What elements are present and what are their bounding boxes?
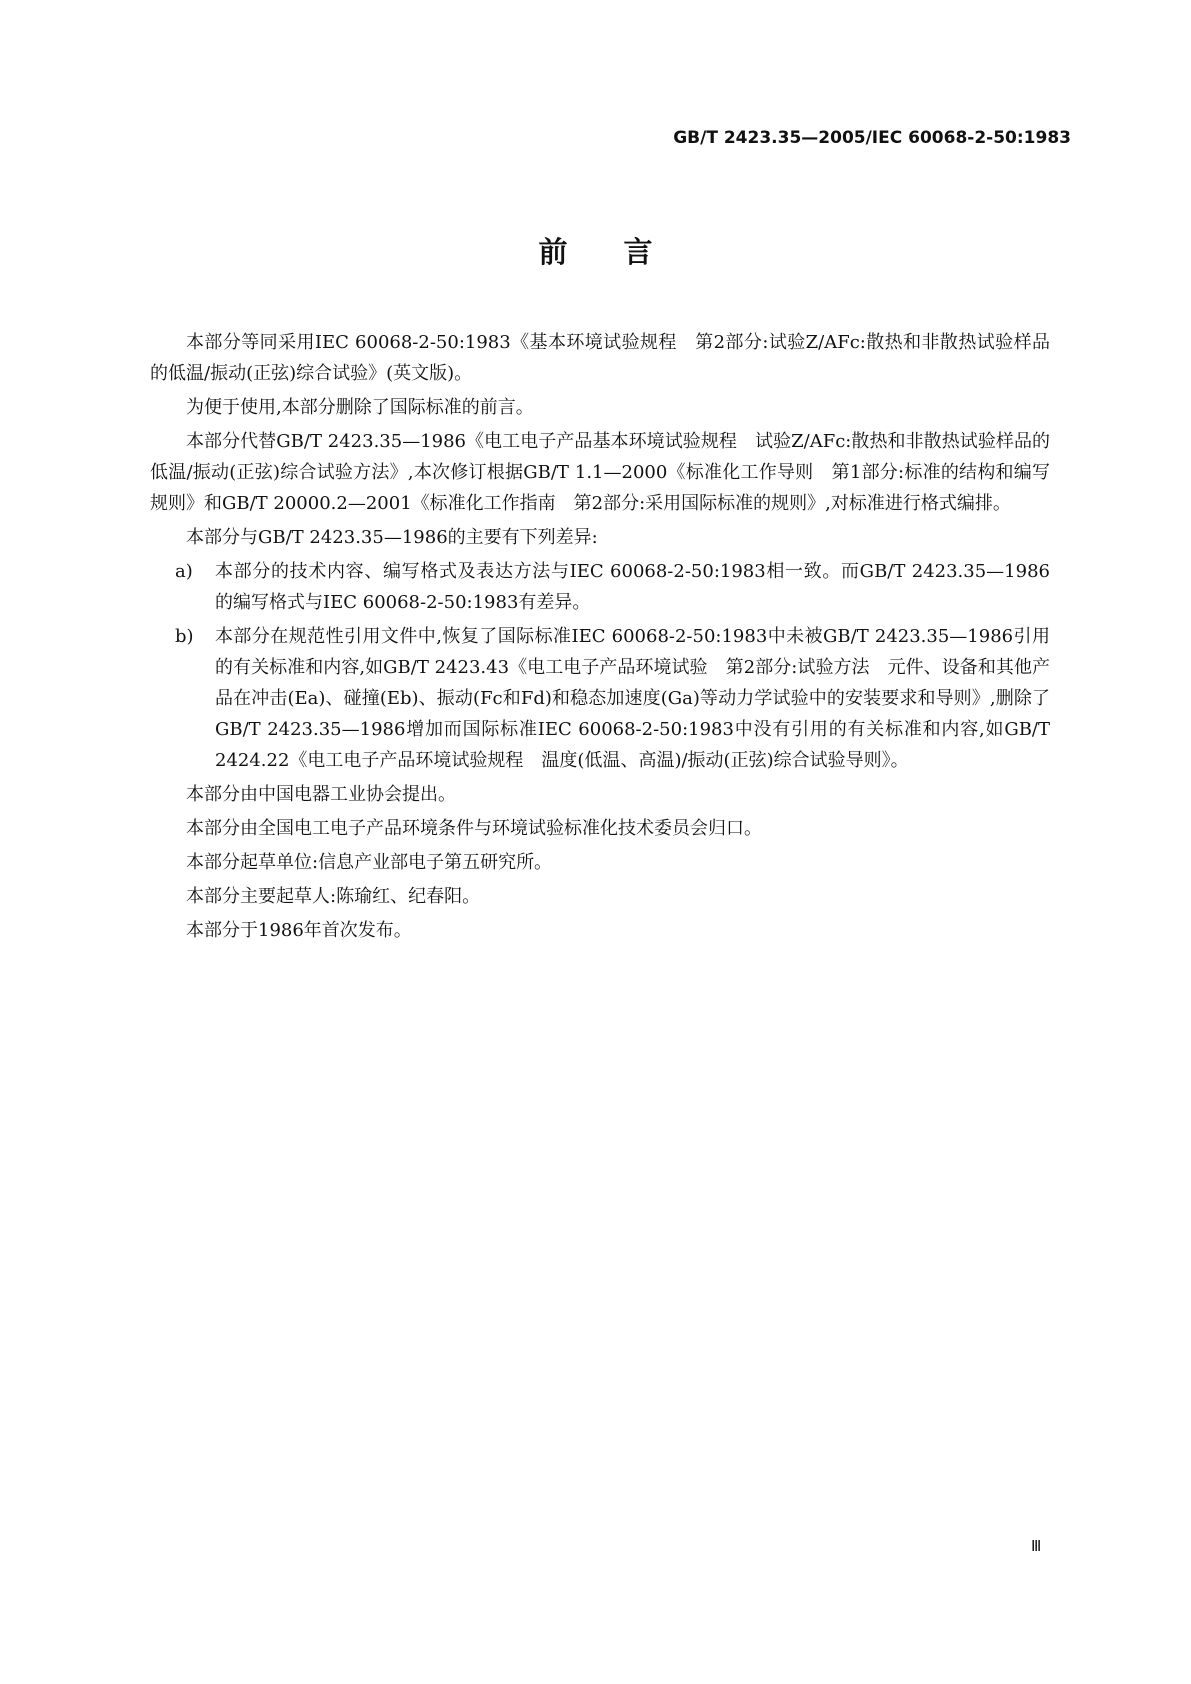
paragraph-drafting-unit: 本部分起草单位:信息产业部电子第五研究所。 <box>186 852 553 873</box>
list-item-text: 本部分的技术内容、编写格式及表达方法与IEC 60068-2-50:1983相一致。而GB/T 2423.35—1986的编写格式与IEC 60068-2-50:1983有差异。 <box>215 561 1050 613</box>
paragraph-centralized-by: 本部分由全国电工电子产品环境条件与环境试验标准化技术委员会归口。 <box>186 818 762 839</box>
paragraph-adoption: 本部分等同采用IEC 60068-2-50:1983《基本环境试验规程 第2部分:试验Z/AFc:散热和非散热试验样品的低温/振动(正弦)综合试验》(英文版)。 <box>150 332 1050 384</box>
list-item-text: 本部分在规范性引用文件中,恢复了国际标准IEC 60068-2-50:1983中未被GB/T 2423.35—1986引用的有关标准和内容,如GB/T 2423.43《电工电子产品环境试验 第2部分:试验方法 元件、设备和其他产品在冲击(Ea)、碰撞(Eb)、振动(Fc和Fd)和稳态加速度(Ga)等动力学试验中的安装要求和导则》,删除了GB/T 2423.35—1986增加而国际标准IEC 60068-2-50:1983中没有引用的有关标准和内容,如GB/T 2424.22《电工电子产品环境试验规程 温度(低温、高温)/振动(正弦)综合试验导则》。 <box>215 626 1050 771</box>
page-number: Ⅲ <box>1031 1537 1042 1555</box>
list-marker: b) <box>175 626 194 647</box>
paragraph-foreword-removed: 为便于使用,本部分删除了国际标准的前言。 <box>186 397 534 418</box>
list-item-b <box>150 621 1050 776</box>
paragraph-replacement: 本部分代替GB/T 2423.35—1986《电工电子产品基本环境试验规程 试验Z/AFc:散热和非散热试验样品的低温/振动(正弦)综合试验方法》,本次修订根据GB/T 1.1—2000《标准化工作导则 第1部分:标准的结构和编写规则》和GB/T 20000.2—2001《标准化工作指南 第2部分:采用国际标准的规则》,对标准进行格式编排。 <box>150 431 1050 514</box>
paragraph-drafters: 本部分主要起草人:陈瑜红、纪春阳。 <box>186 886 481 907</box>
list-marker: a) <box>175 561 193 582</box>
paragraph-proposed-by: 本部分由中国电器工业协会提出。 <box>186 784 456 805</box>
list-item-a <box>150 556 1050 618</box>
paragraph-first-release: 本部分于1986年首次发布。 <box>186 920 412 941</box>
standard-number-header: GB/T 2423.35—2005/IEC 60068-2-50:1983 <box>673 128 1071 148</box>
page-title: 前言 <box>538 235 709 269</box>
paragraph-differences-intro: 本部分与GB/T 2423.35—1986的主要有下列差异: <box>186 527 598 548</box>
document-body <box>150 327 1050 949</box>
